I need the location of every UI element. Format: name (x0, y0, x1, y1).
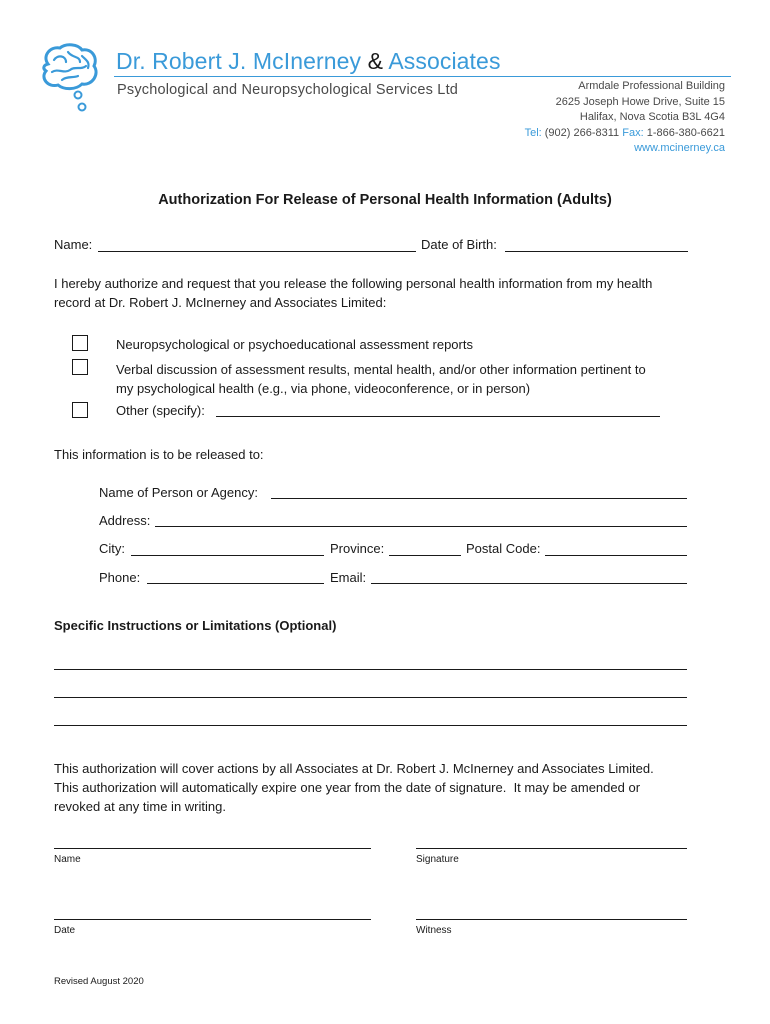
city-field[interactable] (131, 555, 324, 556)
dob-label: Date of Birth: (421, 237, 497, 252)
recipient-name-label: Name of Person or Agency: (99, 485, 258, 500)
address-line3: Halifax, Nova Scotia B3L 4G4 (579, 111, 725, 123)
province-field[interactable] (389, 555, 461, 556)
phone-field[interactable] (147, 583, 324, 584)
option-other: Other (specify): (116, 403, 205, 418)
option-verbal-line1: Verbal discussion of assessment results, mental health, and/or other information pertinent to (116, 362, 646, 377)
option-verbal-line2: my psychological health (e.g., via phone, videoconference, or in person) (116, 381, 531, 396)
form-title: Authorization For Release of Personal Health Information (Adults) (158, 192, 612, 208)
witness-line[interactable] (416, 919, 687, 920)
dob-field[interactable] (505, 251, 688, 252)
closing-line1: This authorization will cover actions by all Associates at Dr. Robert J. McInerney and Associates Limited. (54, 761, 654, 776)
revision-note: Revised August 2020 (54, 976, 144, 987)
city-label: City: (99, 541, 125, 556)
other-specify-field[interactable] (216, 416, 660, 417)
province-label: Province: (330, 541, 385, 556)
checkbox-other[interactable] (72, 402, 88, 418)
address-line1: Armdale Professional Building (578, 80, 725, 92)
instructions-line[interactable] (54, 697, 687, 698)
org-name-part1: Dr. Robert J. McInerney (116, 48, 362, 74)
intro-line1: I hereby authorize and request that you release the following personal health information from my health (54, 276, 653, 291)
intro-line2: record at Dr. Robert J. McInerney and Associates Limited: (54, 295, 387, 310)
postal-code-field[interactable] (545, 555, 687, 556)
address-label: Address: (99, 513, 151, 528)
signer-name-label: Name (54, 854, 81, 865)
intro-paragraph (54, 274, 734, 312)
closing-line2: This authorization will automatically expire one year from the date of signature. It may be amended or (54, 780, 641, 795)
signer-name-line[interactable] (54, 848, 371, 849)
contact-line (525, 126, 725, 142)
option-assessment-reports: Neuropsychological or psychoeducational assessment reports (116, 337, 473, 352)
date-line[interactable] (54, 919, 371, 920)
release-to-label: This information is to be released to: (54, 447, 264, 462)
phone-label: Phone: (99, 570, 141, 585)
email-field[interactable] (371, 583, 687, 584)
postal-code-label: Postal Code: (466, 541, 541, 556)
org-name-amp: & (361, 48, 389, 74)
checkbox-assessment-reports[interactable] (72, 335, 88, 351)
brain-logo-icon (38, 42, 100, 114)
name-label: Name: (54, 237, 93, 252)
option-verbal-discussion (116, 360, 646, 398)
recipient-name-field[interactable] (271, 498, 687, 499)
org-name-part2: Associates (388, 48, 501, 74)
org-subtitle: Psychological and Neuropsychological Services Ltd (117, 82, 459, 98)
fax-value: 1-866-380-6621 (646, 126, 725, 139)
instructions-line[interactable] (54, 669, 687, 670)
checkbox-verbal-discussion[interactable] (72, 359, 88, 375)
witness-label: Witness (416, 925, 452, 936)
instructions-line[interactable] (54, 725, 687, 726)
address-line2: 2625 Joseph Howe Drive, Suite 15 (555, 95, 725, 108)
tel-value: (902) 266-8311 (544, 126, 620, 139)
closing-line3: revoked at any time in writing. (54, 799, 226, 814)
address-block (525, 79, 725, 157)
tel-label: Tel: (524, 126, 542, 139)
date-label: Date (54, 925, 76, 936)
fax-label: Fax: (622, 126, 644, 139)
website-link[interactable]: www.mcinerney.ca (634, 142, 725, 154)
address-field[interactable] (155, 526, 687, 527)
email-label: Email: (330, 570, 367, 585)
instructions-heading: Specific Instructions or Limitations (Optional) (54, 618, 337, 633)
header-divider (114, 76, 731, 77)
signature-label: Signature (416, 854, 459, 865)
org-name (116, 48, 501, 75)
name-field[interactable] (98, 251, 416, 252)
signature-line[interactable] (416, 848, 687, 849)
closing-paragraph (54, 759, 654, 816)
